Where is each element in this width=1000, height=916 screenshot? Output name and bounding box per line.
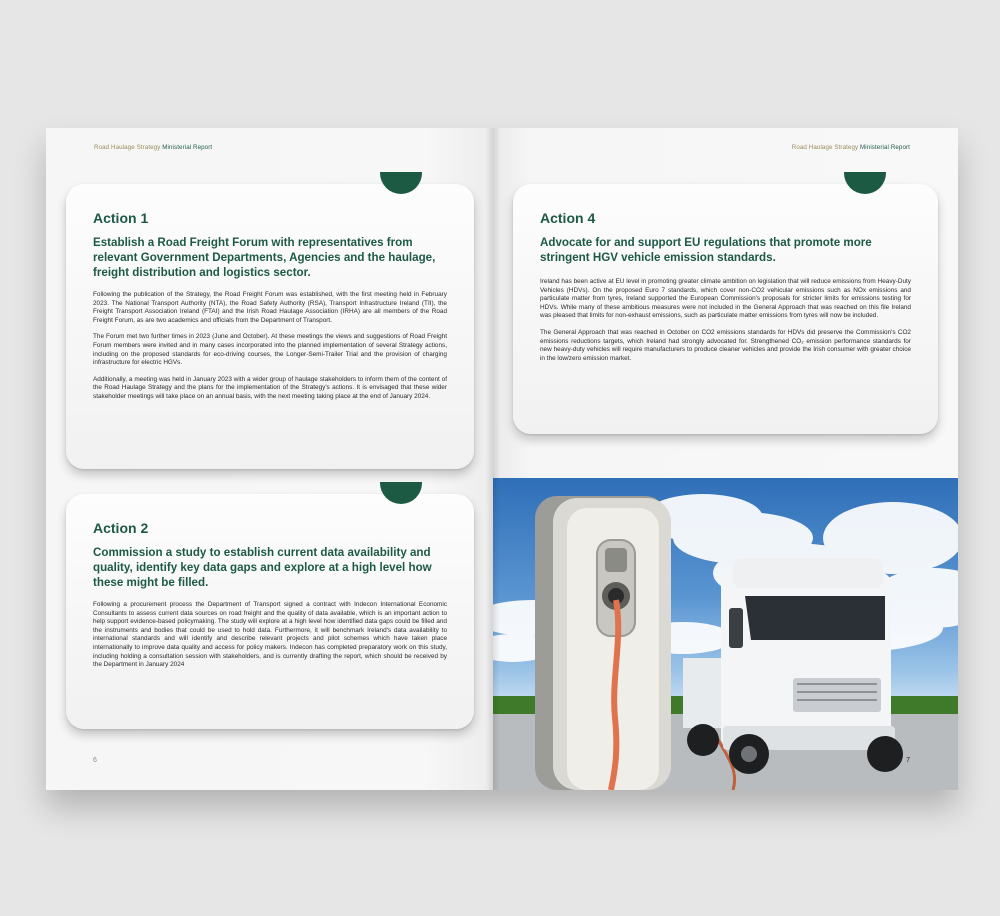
charging-station [535,496,671,790]
card-tab [844,172,886,194]
action-2-heading: Action 2 [93,520,149,536]
running-head-doc: Ministerial Report [162,144,213,151]
action-1-paragraph: The Forum met two further times in 2023 (June and October). At these meetings the views and suggestions of Road Freight Forum members were invited and in many cases incorporated into the planned implementation of several Strategy actions, including on the proposed standards for eco-driving courses, the Longer-Semi-Trailer Trial and the provision of charging infrastructure for electric HGVs. [93,333,447,367]
right-page [493,128,958,790]
running-head-series: Road Haulage Strategy [94,144,161,151]
action-2-subheading: Commission a study to establish current data availability and quality, identify key data gaps and explore at a high level how these might be filled. [93,546,432,589]
action-4-paragraph: The General Approach that was reached in October on CO2 emissions standards for HDVs did preserve the Commission's CO2 emissions reductions targets, which Ireland had strongly advocated for. Strengthened CO₂ emission performance standards for new heavy-duty vehicles will require manufacturers to produce cleaner vehicles and provide the Irish consumer with greater choice in the low/zero emission market. [540,328,911,362]
electric-truck [683,558,903,774]
action-1-heading: Action 1 [93,210,149,226]
action-4-card [513,184,938,434]
action-2-card [66,494,474,729]
action-4-heading: Action 4 [540,210,596,226]
running-head [94,144,212,151]
ev-truck-photo [493,478,958,790]
action-4-paragraph: Ireland has been active at EU level in promoting greater climate ambition on legislation that will reduce emissions from Heavy-Duty Vehicles (HDVs). On the proposed Euro 7 standards, which cover non-CO2 vehicular emissions such as NOx emissions and particulate matter from tyres, Ireland supported the European Commission's proposals for stricter limits for emissions testing for HDVs. While many of these ambitious measures were not included in the General Approach that was reached on this file Ireland was pleased that limits for non-exhaust emissions, such as particulate matter emissions from tyres will now be included. [540,278,911,320]
action-1-paragraph: Following the publication of the Strategy, the Road Freight Forum was established, with the first meeting held in February 2023. The National Transport Authority (NTA), the Road Safety Authority (RSA), Transport Infrastructure Ireland (TII), the Freight Transport Association Ireland (FTAI) and the Irish Road Haulage Association (IRHA) are all members of the Road Freight Forum, as are two academics and officials from the Department of Transport. [93,291,447,324]
page-number-left: 6 [93,757,97,764]
page-number-right: 7 [906,757,910,764]
running-head [792,144,910,151]
action-1-paragraph: Additionally, a meeting was held in January 2023 with a wider group of haulage stakeholders to inform them of the content of the Road Haulage Strategy and the plans for the implementation of the Strategy's actions. It is envisaged that these wider stakeholder meetings will take place on an annual basis, with the next meeting taking place at the end of January 2024. [93,375,447,400]
card-tab [380,172,422,194]
action-4-subheading: Advocate for and support EU regulations that promote more stringent HGV vehicle emission standards. [540,236,872,264]
spine-gutter [486,128,500,790]
running-head-doc: Ministerial Report [860,144,910,151]
ev-truck-illustration [493,478,958,790]
action-1-card [66,184,474,469]
card-tab [380,482,422,504]
action-2-paragraph: Following a procurement process the Department of Transport signed a contract with Indecon International Economic Consultants to assess current data sources on road freight and the quality of data available, which is an important action to help support evidence-based policymaking. The study will explore at a high level how identified data gaps could be filled and the instruments and bodies that could be used to hold data. Furthermore, it will benchmark Ireland's data availability to international standards and will identify and describe relevant projects and pilot schemes which have taken place internationally to improve data quality and access for policy makers. Indecon has completed preparatory work on this study, including holding a consultation session with stakeholders, and is currently drafting the report, which should be received by the Department in January 2024 [93,601,447,669]
running-head-series: Road Haulage Strategy [791,144,859,151]
left-page [46,128,493,790]
action-1-subheading: Establish a Road Freight Forum with representatives from relevant Government Departments, Agencies and the haulage, freight distribution and logistics sector. [93,236,436,279]
